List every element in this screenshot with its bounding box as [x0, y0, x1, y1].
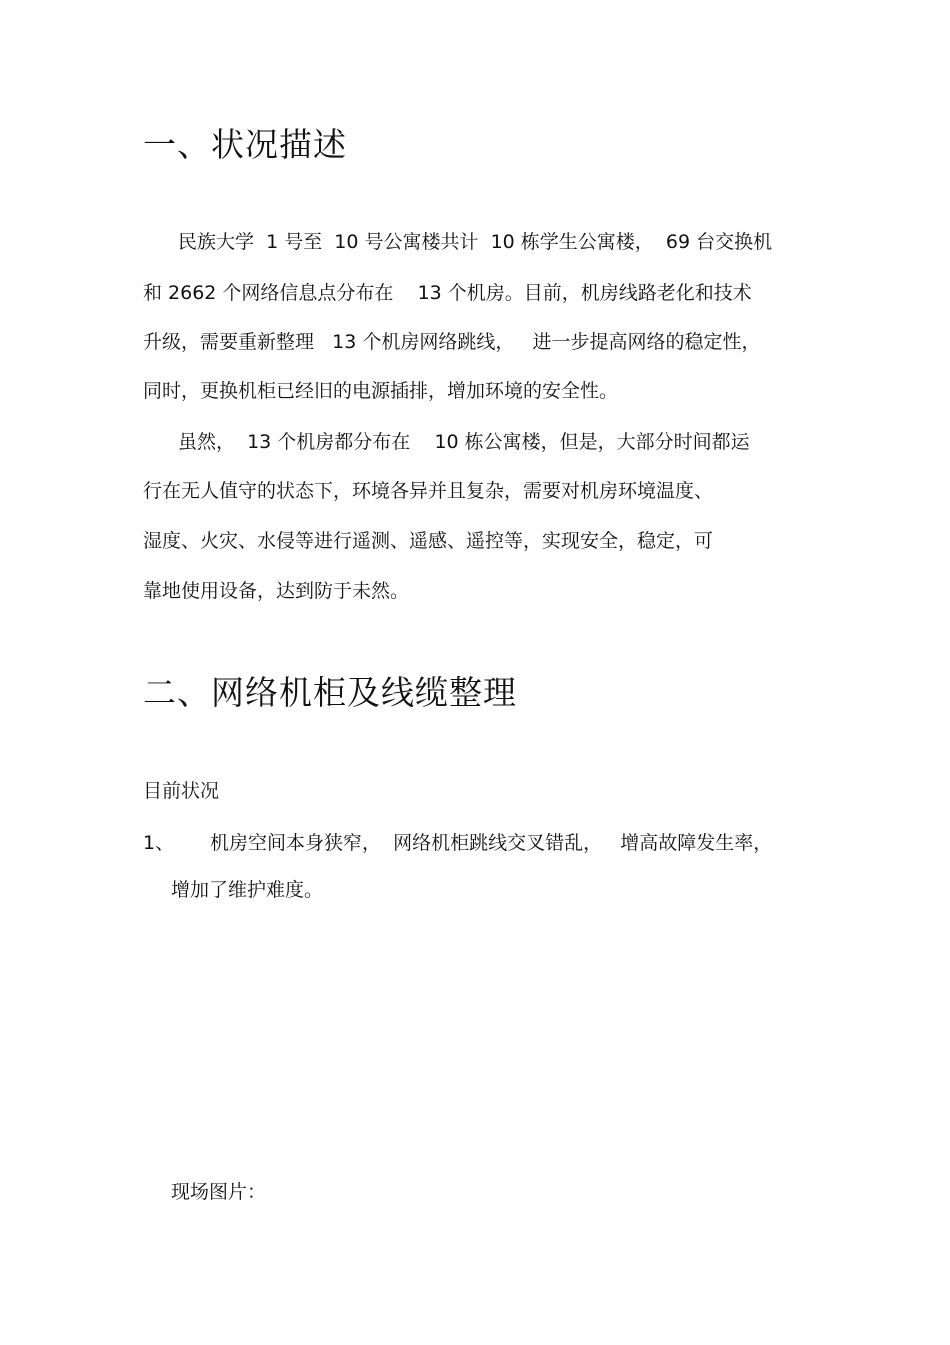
- subheading-current-status: 目前状况: [143, 780, 220, 802]
- item-line: 机房空间本身狭窄， 网络机柜跳线交叉错乱， 增高故障发生率，: [210, 832, 773, 854]
- photo-label: 现场图片：: [171, 1181, 267, 1203]
- paragraph-line: 靠地使用设备，达到防于未然。: [143, 580, 410, 602]
- paragraph-line: 同时，更换机柜已经旧的电源插排，增加环境的安全性。: [143, 380, 619, 402]
- section-2-heading: 二、网络机柜及线缆整理: [143, 673, 517, 712]
- paragraph-line: 和 2662 个网络信息点分布在 13 个机房。目前，机房线路老化和技术: [143, 282, 752, 304]
- paragraph-line: 升级，需要重新整理 13 个机房网络跳线， 进一步提高网络的稳定性，: [143, 331, 761, 353]
- paragraph-line: 民族大学 1 号至 10 号公寓楼共计 10 栋学生公寓楼， 69 台交换机: [178, 231, 773, 253]
- paragraph-line: 虽然， 13 个机房都分布在 10 栋公寓楼，但是，大部分时间都运: [178, 431, 750, 453]
- paragraph-line: 湿度、火灾、水侵等进行遥测、遥感、遥控等，实现安全，稳定，可: [143, 530, 714, 552]
- paragraph-line: 行在无人值守的状态下，环境各异并且复杂，需要对机房环境温度、: [143, 480, 714, 502]
- item-number: 1、: [143, 832, 175, 854]
- item-line: 增加了维护难度。: [171, 879, 324, 901]
- section-1-heading: 一、状况描述: [143, 125, 347, 164]
